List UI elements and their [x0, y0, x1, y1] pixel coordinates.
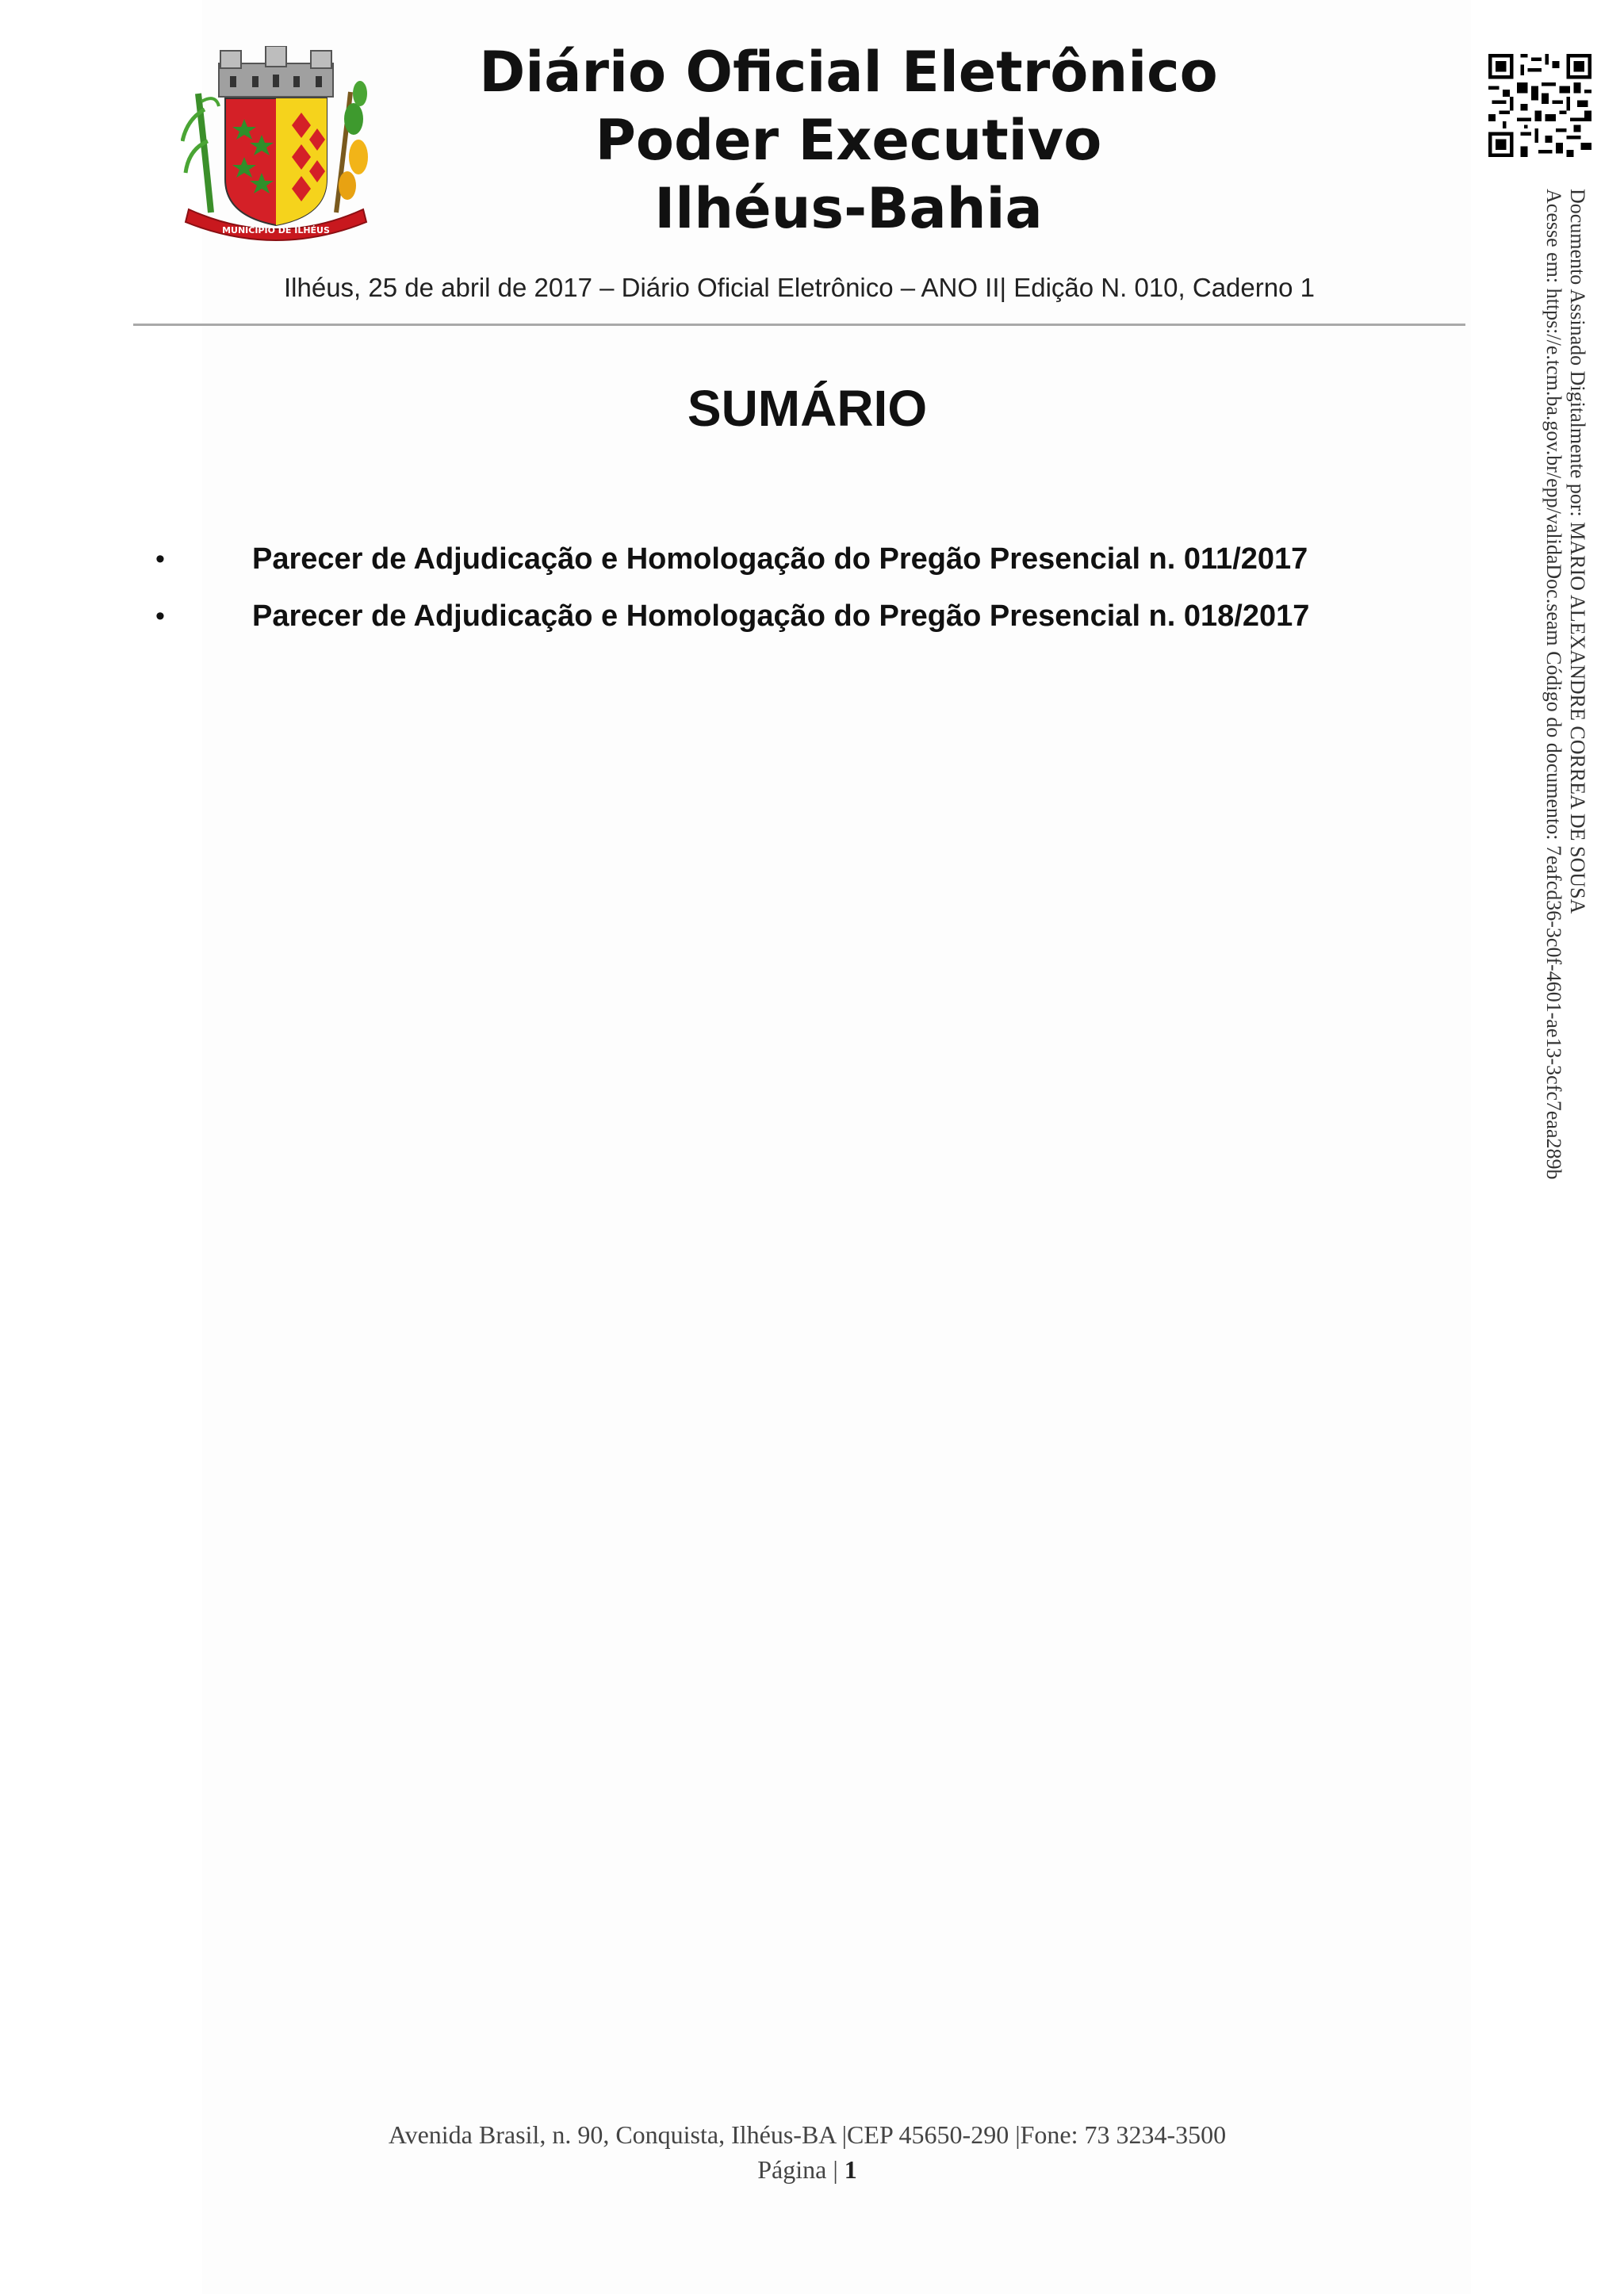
header-divider	[133, 324, 1465, 326]
newspaper-title	[444, 38, 1253, 243]
municipal-coat-of-arms-icon	[181, 46, 371, 244]
mural-crown-icon	[219, 46, 333, 97]
title-line: Poder Executivo	[595, 108, 1102, 173]
footer-page	[133, 2152, 1481, 2187]
title-line: Diário Oficial Eletrônico	[479, 40, 1218, 105]
summary-item[interactable]	[151, 596, 1499, 653]
signature-validation-link[interactable]: Acesse em: https://e.tcm.ba.gov.br/epp/validaDoc.seam Código do documento: 7eafcd36-3c0f-4601-ae13-3cfc7eaa289b	[1542, 189, 1565, 1180]
summary-item-text: Parecer de Adjudicação e Homologação do Pregão Presencial n. 018/2017	[252, 599, 1310, 633]
page-background	[202, 0, 1471, 2294]
page-footer	[133, 2117, 1481, 2187]
edition-info: Ilhéus, 25 de abril de 2017 – Diário Oficial Eletrônico – ANO II| Edição N. 010, Caderno 1	[284, 273, 1315, 302]
bullet-icon: •	[155, 544, 165, 574]
signature-signer: Documento Assinado Digitalmente por: MARIO ALEXANDRE CORREA DE SOUSA	[1566, 189, 1589, 914]
bullet-icon: •	[155, 601, 165, 631]
summary-item[interactable]	[151, 539, 1499, 596]
title-line: Ilhéus-Bahia	[654, 176, 1043, 241]
footer-address: Avenida Brasil, n. 90, Conquista, Ilhéus-BA |CEP 45650-290 |Fone: 73 3234-3500	[388, 2120, 1227, 2149]
summary-item-text: Parecer de Adjudicação e Homologação do Pregão Presencial n. 011/2017	[252, 542, 1308, 576]
svg-text:MUNICÍPIO DE ILHÉUS: MUNICÍPIO DE ILHÉUS	[222, 225, 330, 236]
summary-list	[151, 539, 1499, 653]
page-number: 1	[844, 2155, 857, 2184]
qr-code-icon[interactable]	[1488, 54, 1591, 157]
digital-signature-note	[1526, 189, 1589, 1299]
summary-title: SUMÁRIO	[687, 380, 928, 437]
page-label: Página	[757, 2155, 827, 2184]
page-separator: |	[833, 2155, 838, 2184]
